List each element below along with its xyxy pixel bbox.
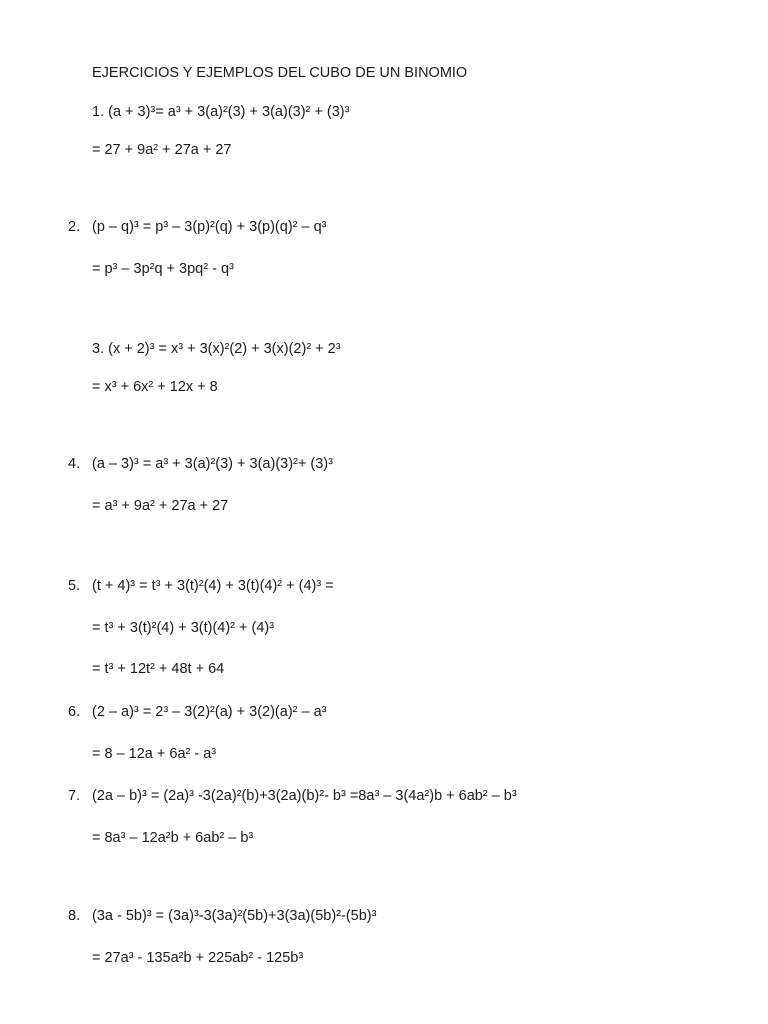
exercise-8-line-2: = 27a³ - 135a²b + 225ab² - 125b³ [92, 950, 304, 966]
exercise-5-line-1: (t + 4)³ = t³ + 3(t)²(4) + 3(t)(4)² + (4)³ = [92, 578, 334, 594]
exercise-1-line-2: = 27 + 9a² + 27a + 27 [92, 142, 232, 158]
exercise-4-number: 4. [68, 456, 81, 472]
exercise-5-line-2: = t³ + 3(t)²(4) + 3(t)(4)² + (4)³ [92, 620, 275, 636]
exercise-4-line-1: (a – 3)³ = a³ + 3(a)²(3) + 3(a)(3)²+ (3)³ [92, 456, 333, 472]
exercise-1-line-1: 1. (a + 3)³= a³ + 3(a)²(3) + 3(a)(3)² + (3)³ [92, 104, 350, 120]
exercise-6-line-2: = 8 – 12a + 6a² - a³ [92, 746, 217, 762]
exercise-4-line-2: = a³ + 9a² + 27a + 27 [92, 498, 229, 514]
exercise-3-line-1: 3. (x + 2)³ = x³ + 3(x)²(2) + 3(x)(2)² + 2³ [92, 341, 341, 357]
exercise-5-line-3: = t³ + 12t² + 48t + 64 [92, 661, 225, 677]
exercise-2-line-1: (p – q)³ = p³ – 3(p)²(q) + 3(p)(q)² – q³ [92, 219, 327, 235]
exercise-7-line-2: = 8a³ – 12a²b + 6ab² – b³ [92, 830, 254, 846]
exercise-2-line-2: = p³ – 3p²q + 3pq² - q³ [92, 261, 234, 277]
exercise-5-number: 5. [68, 578, 81, 594]
exercise-7-line-1: (2a – b)³ = (2a)³ -3(2a)²(b)+3(2a)(b)²- b³ =8a³ – 3(4a²)b + 6ab² – b³ [92, 788, 517, 804]
exercise-6-line-1: (2 – a)³ = 2³ – 3(2)²(a) + 3(2)(a)² – a³ [92, 704, 327, 720]
exercise-2-number: 2. [68, 219, 81, 235]
document-title: EJERCICIOS Y EJEMPLOS DEL CUBO DE UN BINOMIO [92, 65, 468, 81]
exercise-7-number: 7. [68, 788, 81, 804]
exercise-3-line-2: = x³ + 6x² + 12x + 8 [92, 379, 218, 395]
exercise-8-number: 8. [68, 908, 81, 924]
exercise-6-number: 6. [68, 704, 81, 720]
exercise-8-line-1: (3a - 5b)³ = (3a)³-3(3a)²(5b)+3(3a)(5b)²-(5b)³ [92, 908, 377, 924]
